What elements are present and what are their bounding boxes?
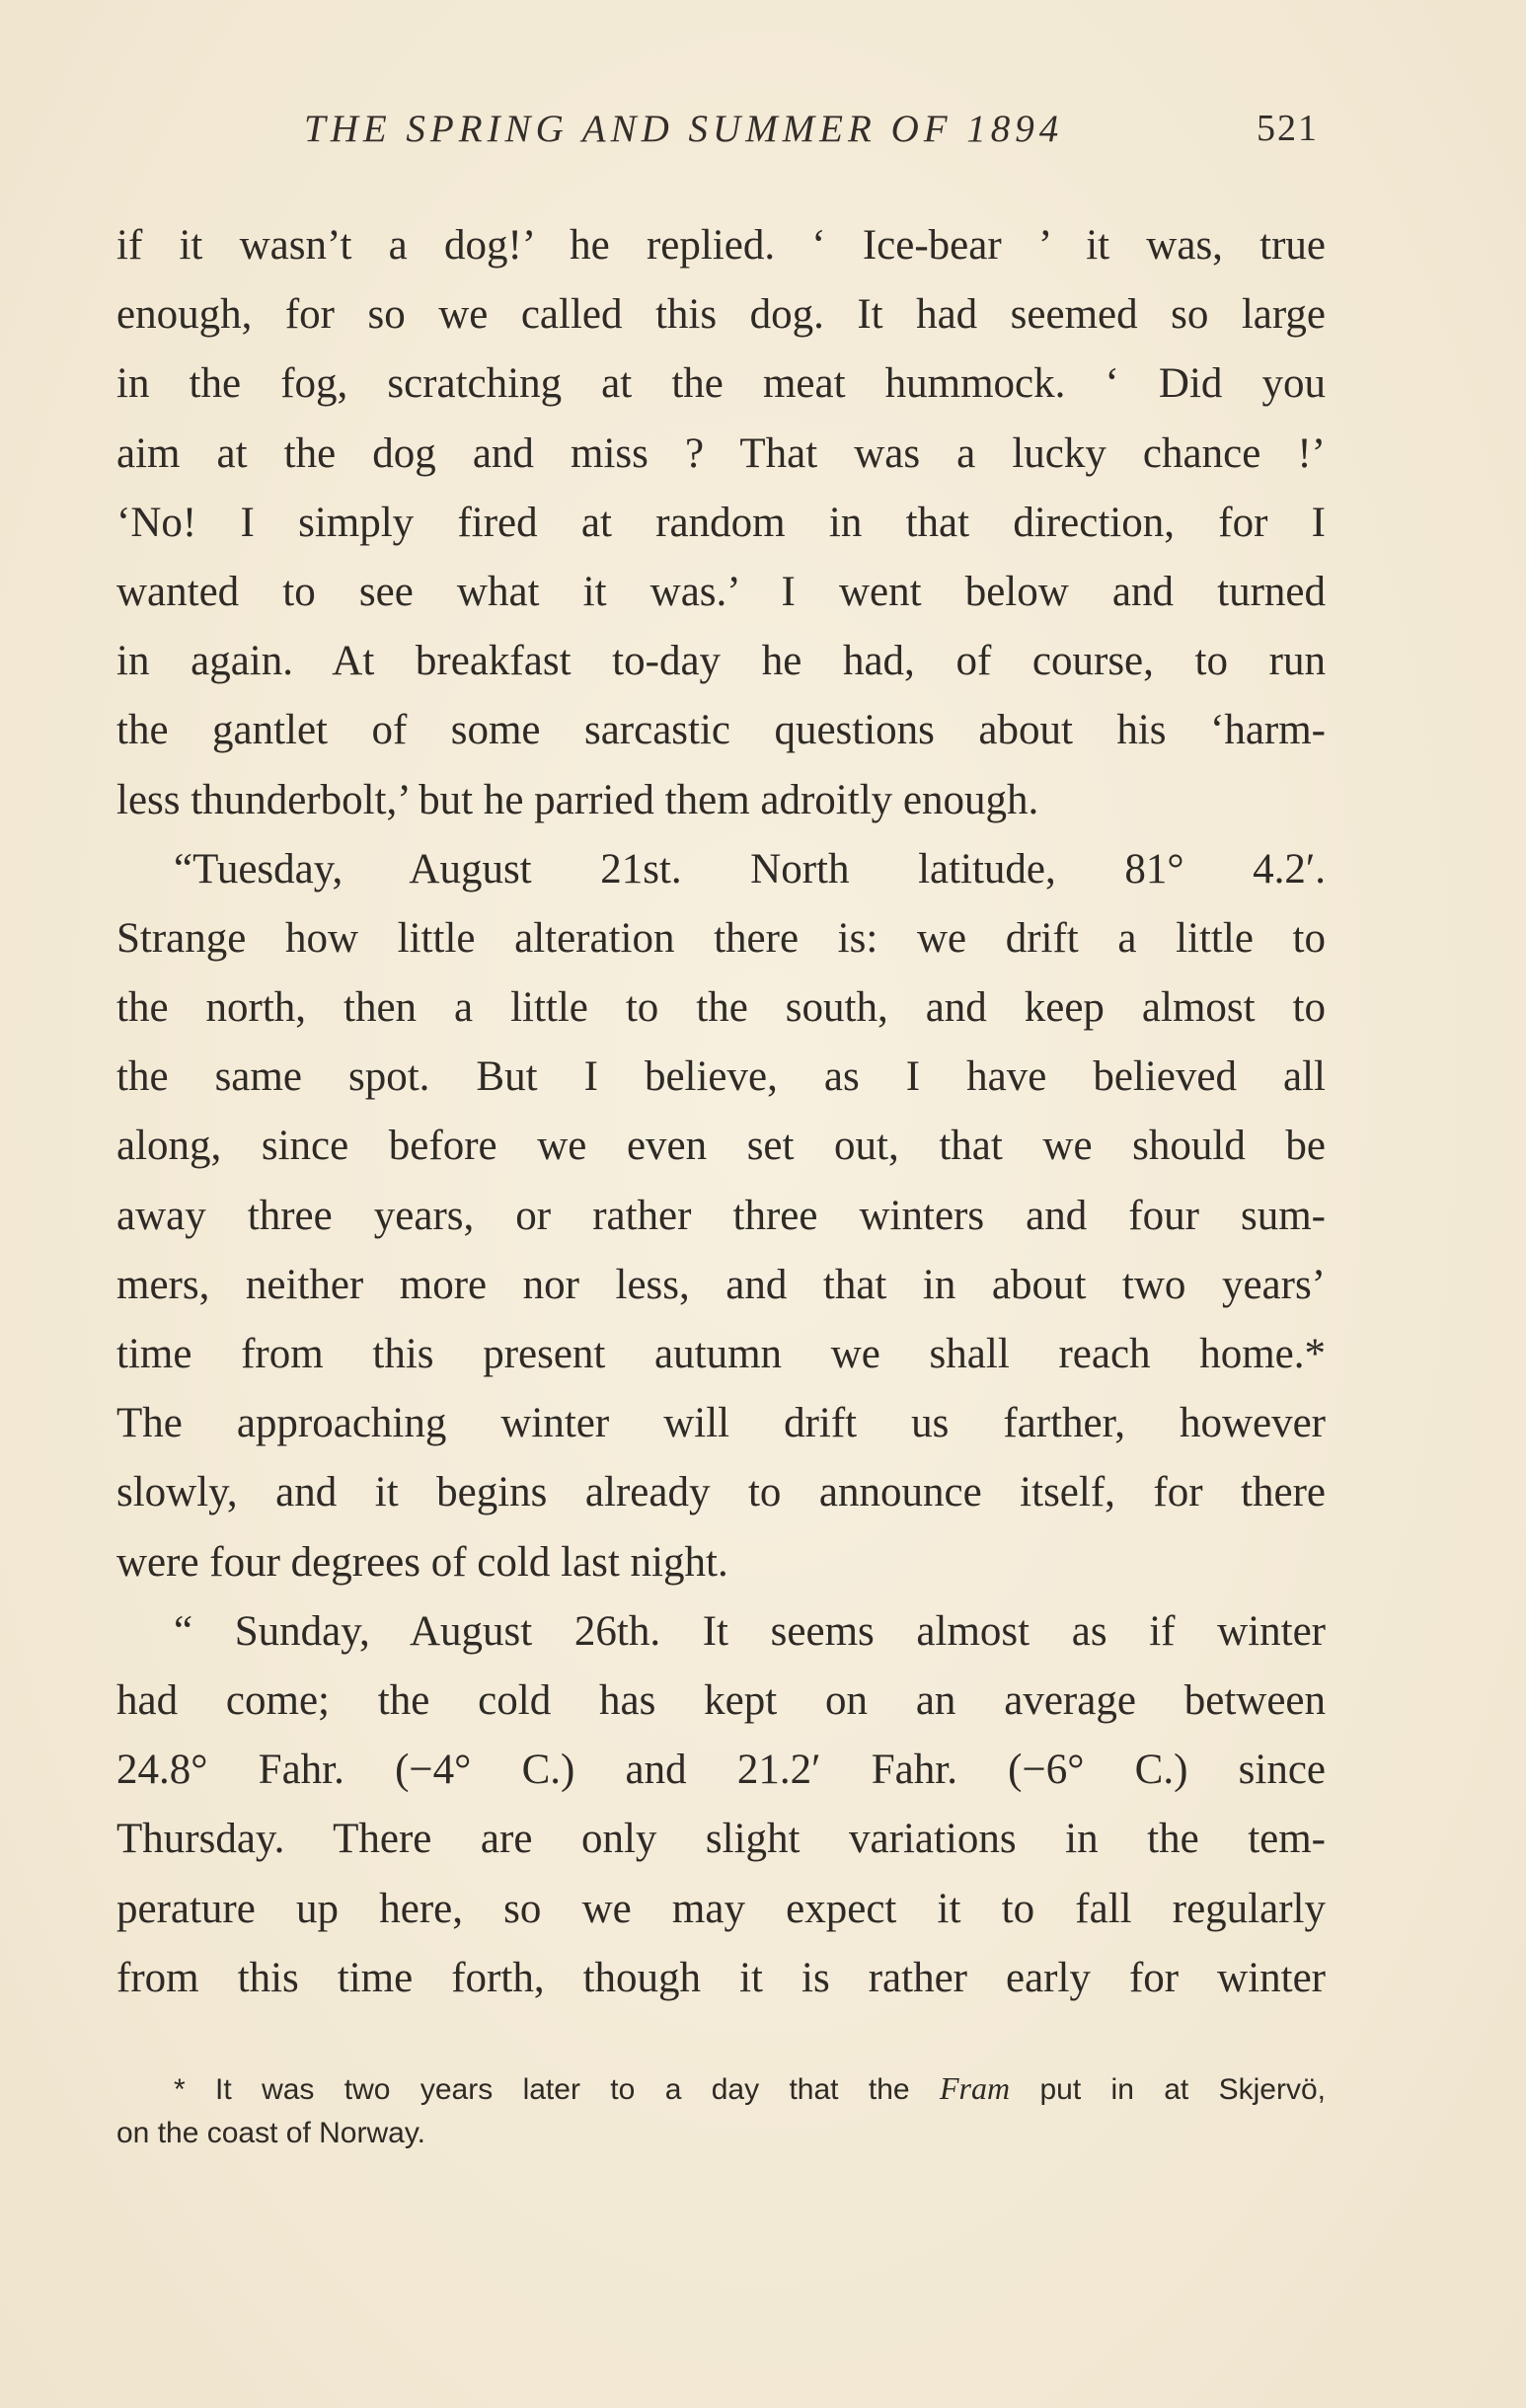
- text-line: Strange how little alteration there is: we drift a little to: [116, 914, 1326, 962]
- text-line: ‘No! I simply fired at random in that direction, for I: [116, 499, 1326, 546]
- text-line: the gantlet of some sarcastic questions about his ‘harm-: [116, 707, 1326, 754]
- text-line: 24.8° Fahr. (−4° C.) and 21.2′ Fahr. (−6° C.) since: [116, 1747, 1326, 1794]
- footnote-text: * It was two years later to a day that the: [174, 2073, 910, 2106]
- body-text: [116, 211, 1326, 2013]
- text-line: if it wasn’t a dog!’ he replied. ‘ Ice-bear ’ it was, true: [116, 222, 1326, 269]
- text-line: time from this present autumn we shall reach home.*: [116, 1331, 1326, 1377]
- text-line: the same spot. But I believe, as I have believed all: [116, 1053, 1326, 1101]
- paragraph-start-line: “ Sunday, August 26th. It seems almost as if winter: [174, 1607, 1326, 1655]
- text-line: from this time forth, though it is rather early for winter: [116, 1954, 1326, 2001]
- text-line: Thursday. There are only slight variations in the tem-: [116, 1816, 1326, 1863]
- footnote-ship-name: Fram: [939, 2070, 1011, 2106]
- footnote-line: [116, 2065, 1326, 2111]
- text-line: had come; the cold has kept on an average between: [116, 1676, 1326, 1724]
- footnote-line: on the coast of Norway.: [116, 2117, 425, 2149]
- text-line: away three years, or rather three winters and four sum-: [116, 1192, 1326, 1239]
- text-line: slowly, and it begins already to announce itself, for there: [116, 1469, 1326, 1516]
- text-line: The approaching winter will drift us farther, however: [116, 1400, 1326, 1447]
- text-line: in again. At breakfast to-day he had, of course, to run: [116, 638, 1326, 685]
- footnote: [116, 2065, 1326, 2156]
- text-line: mers, neither more nor less, and that in about two years’: [116, 1261, 1326, 1308]
- footnote-text: put in at Skjervö,: [1039, 2073, 1326, 2106]
- running-head: [116, 107, 1331, 166]
- text-line: perature up here, so we may expect it to fall regularly: [116, 1885, 1326, 1932]
- text-line: along, since before we even set out, that we should be: [116, 1123, 1326, 1170]
- page-number: 521: [1257, 108, 1319, 149]
- running-title: THE SPRING AND SUMMER OF 1894: [304, 108, 1064, 150]
- text-line: the north, then a little to the south, and keep almost to: [116, 984, 1326, 1032]
- text-line: aim at the dog and miss ? That was a lucky chance !’: [116, 429, 1326, 477]
- text-line: less thunderbolt,’ but he parried them adroitly enough.: [116, 776, 1039, 823]
- text-line: enough, for so we called this dog. It had seemed so large: [116, 291, 1326, 339]
- text-line: wanted to see what it was.’ I went below and turned: [116, 568, 1326, 615]
- paragraph-start-line: “Tuesday, August 21st. North latitude, 81° 4.2′.: [174, 845, 1326, 893]
- text-line: were four degrees of cold last night.: [116, 1538, 728, 1586]
- text-line: in the fog, scratching at the meat hummock. ‘ Did you: [116, 360, 1326, 408]
